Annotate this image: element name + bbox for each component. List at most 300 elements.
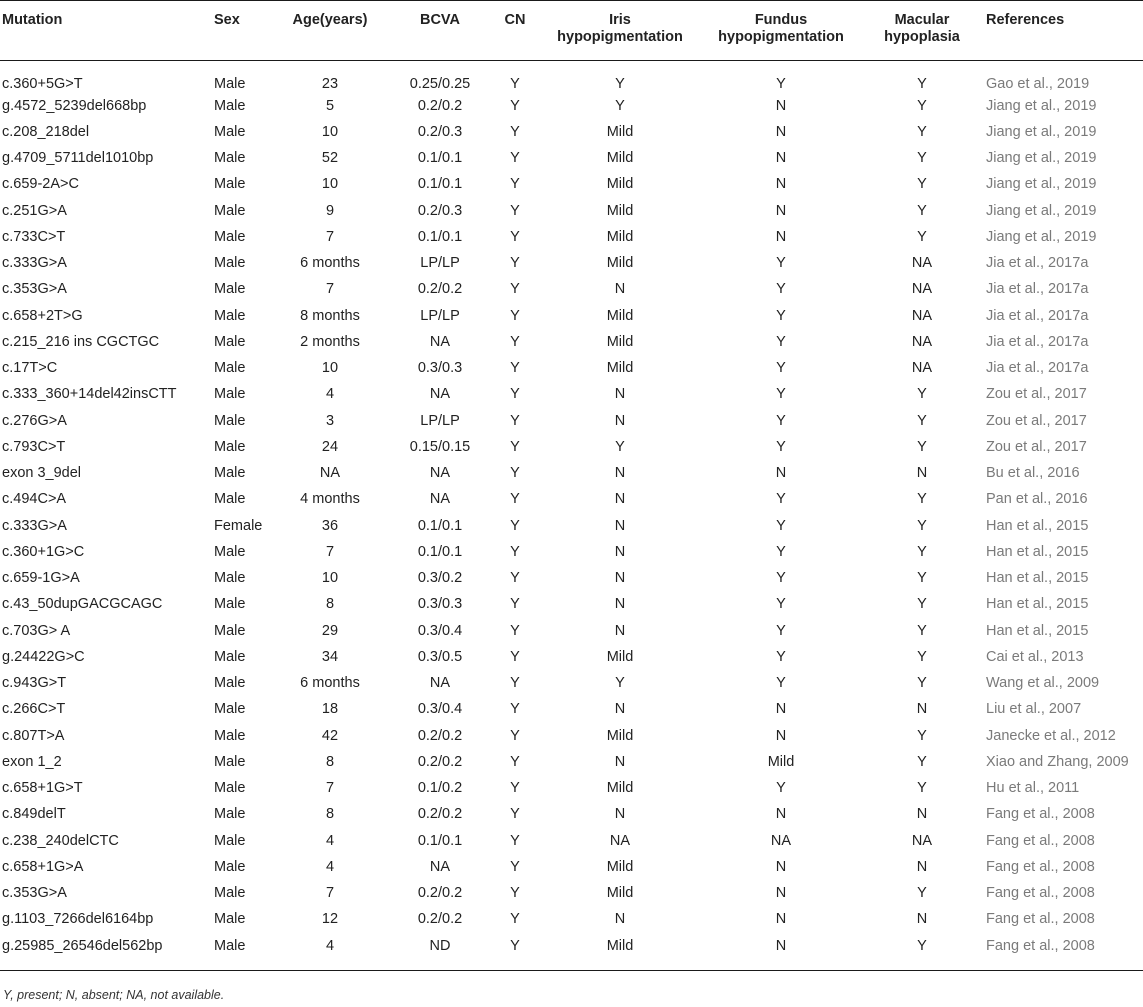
cell-sex: Male [214, 333, 246, 350]
cell-age: 36 [321, 517, 339, 534]
cell-mutation: g.1103_7266del6164bp [2, 911, 154, 928]
table-row [0, 696, 1143, 722]
cell-age: 7 [325, 885, 335, 902]
cell-macular: Y [917, 543, 927, 560]
cell-age: 7 [325, 281, 335, 298]
cell-bcva: 0.1/0.1 [417, 517, 463, 534]
cell-bcva: 0.2/0.3 [417, 202, 463, 219]
cell-bcva: 0.3/0.3 [417, 596, 463, 613]
cell-cn: Y [510, 412, 520, 429]
cell-macular: Y [917, 727, 927, 744]
cell-mutation: c.215_216 ins CGCTGC [2, 333, 160, 350]
table-footnote: Y, present; N, absent; NA, not available. [3, 988, 225, 1002]
cell-age: 7 [325, 780, 335, 797]
cell-cn: Y [510, 596, 520, 613]
cell-fundus: NA [770, 832, 792, 849]
cell-iris: Mild [606, 727, 634, 744]
cell-age: 4 [325, 858, 335, 875]
cell-iris: Mild [606, 648, 634, 665]
cell-age: 4 months [300, 491, 360, 508]
cell-sex: Male [214, 228, 246, 245]
cell-sex: Male [214, 806, 246, 823]
cell-mutation: g.4709_5711del1010bp [2, 150, 154, 167]
cell-fundus: Y [776, 517, 786, 534]
cell-reference: Fang et al., 2008 [986, 806, 1095, 823]
cell-reference: Jia et al., 2017a [986, 255, 1089, 272]
cell-mutation: c.333G>A [2, 517, 67, 534]
cell-iris: N [614, 806, 626, 823]
cell-bcva: 0.1/0.1 [417, 176, 463, 193]
cell-macular: NA [911, 832, 933, 849]
cell-mutation: c.793C>T [2, 438, 66, 455]
cell-cn: Y [510, 255, 520, 272]
cell-cn: Y [510, 97, 520, 114]
cell-fundus: N [775, 202, 787, 219]
cell-macular: Y [917, 491, 927, 508]
cell-mutation: c.807T>A [2, 727, 65, 744]
cell-macular: N [916, 806, 928, 823]
cell-iris: Mild [606, 307, 634, 324]
cell-fundus: Y [776, 648, 786, 665]
cell-iris: N [614, 517, 626, 534]
cell-mutation: g.4572_5239del668bp [2, 97, 147, 114]
cell-fundus: N [775, 97, 787, 114]
cell-reference: Jiang et al., 2019 [986, 176, 1097, 193]
cell-fundus: Y [776, 675, 786, 692]
cell-sex: Male [214, 150, 246, 167]
cell-reference: Jia et al., 2017a [986, 333, 1089, 350]
cell-sex: Male [214, 97, 246, 114]
cell-bcva: NA [429, 333, 451, 350]
cell-fundus: N [775, 858, 787, 875]
cell-mutation: c.333G>A [2, 255, 67, 272]
cell-cn: Y [510, 360, 520, 377]
cell-macular: Y [917, 438, 927, 455]
cell-macular: NA [911, 281, 933, 298]
cell-bcva: 0.3/0.4 [417, 622, 463, 639]
cell-reference: Han et al., 2015 [986, 570, 1089, 587]
cell-cn: Y [510, 386, 520, 403]
table-row [0, 828, 1143, 854]
cell-iris: Mild [606, 123, 634, 140]
cell-reference: Han et al., 2015 [986, 596, 1089, 613]
cell-macular: Y [917, 386, 927, 403]
cell-bcva: 0.3/0.4 [417, 701, 463, 718]
cell-sex: Male [214, 202, 246, 219]
cell-reference: Xiao and Zhang, 2009 [986, 753, 1129, 770]
cell-age: 5 [325, 97, 335, 114]
cell-fundus: N [775, 150, 787, 167]
cell-mutation: c.658+1G>A [2, 858, 84, 875]
header-fundus-line1: Fundus [754, 12, 808, 28]
cell-bcva: 0.1/0.1 [417, 150, 463, 167]
cell-bcva: 0.2/0.2 [417, 281, 463, 298]
cell-fundus: Y [776, 596, 786, 613]
cell-sex: Male [214, 727, 246, 744]
table-header [0, 0, 1143, 60]
header-age: Age(years) [292, 12, 368, 28]
cell-reference: Jiang et al., 2019 [986, 123, 1097, 140]
cell-cn: Y [510, 176, 520, 193]
cell-fundus: N [775, 123, 787, 140]
table-row [0, 749, 1143, 775]
cell-iris: N [614, 543, 626, 560]
cell-mutation: c.266C>T [2, 701, 66, 718]
cell-reference: Fang et al., 2008 [986, 858, 1095, 875]
cell-sex: Male [214, 360, 246, 377]
cell-cn: Y [510, 885, 520, 902]
cell-macular: Y [917, 648, 927, 665]
table-row [0, 906, 1143, 932]
cell-cn: Y [510, 517, 520, 534]
cell-sex: Female [214, 517, 263, 534]
cell-age: 4 [325, 937, 335, 954]
header-sex: Sex [214, 12, 240, 28]
cell-sex: Male [214, 675, 246, 692]
cell-sex: Male [214, 858, 246, 875]
cell-sex: Male [214, 412, 246, 429]
cell-macular: Y [917, 780, 927, 797]
cell-sex: Male [214, 780, 246, 797]
cell-macular: Y [917, 123, 927, 140]
cell-reference: Fang et al., 2008 [986, 832, 1095, 849]
cell-iris: N [614, 622, 626, 639]
header-macular-hypoplasia [862, 0, 982, 60]
cell-fundus: N [775, 228, 787, 245]
cell-sex: Male [214, 307, 246, 324]
cell-mutation: c.251G>A [2, 202, 67, 219]
cell-sex: Male [214, 622, 246, 639]
cell-cn: Y [510, 202, 520, 219]
cell-cn: Y [510, 491, 520, 508]
cell-age: 6 months [300, 675, 360, 692]
header-cn: CN [504, 12, 526, 28]
cell-fundus: N [775, 937, 787, 954]
cell-iris: N [614, 491, 626, 508]
cell-iris: Mild [606, 176, 634, 193]
cell-cn: Y [510, 675, 520, 692]
cell-iris: Mild [606, 885, 634, 902]
cell-iris: Y [615, 75, 625, 92]
cell-iris: Mild [606, 858, 634, 875]
table-row [0, 355, 1143, 381]
cell-iris: N [614, 753, 626, 770]
cell-age: 4 [325, 386, 335, 403]
cell-sex: Male [214, 465, 246, 482]
cell-sex: Male [214, 176, 246, 193]
cell-fundus: Y [776, 412, 786, 429]
cell-bcva: 0.2/0.2 [417, 753, 463, 770]
cell-sex: Male [214, 75, 246, 92]
cell-bcva: NA [429, 386, 451, 403]
cell-reference: Jiang et al., 2019 [986, 202, 1097, 219]
cell-cn: Y [510, 832, 520, 849]
table-row [0, 513, 1143, 539]
cell-bcva: 0.15/0.15 [409, 438, 471, 455]
cell-fundus: N [775, 701, 787, 718]
cell-bcva: NA [429, 491, 451, 508]
cell-iris: N [614, 596, 626, 613]
header-macular-line1: Macular [894, 12, 950, 28]
cell-cn: Y [510, 228, 520, 245]
cell-reference: Han et al., 2015 [986, 543, 1089, 560]
cell-sex: Male [214, 753, 246, 770]
cell-age: 34 [321, 648, 339, 665]
cell-iris: Y [615, 438, 625, 455]
cell-age: 9 [325, 202, 335, 219]
cell-age: 24 [321, 438, 339, 455]
cell-mutation: g.24422G>C [2, 648, 85, 665]
cell-iris: Mild [606, 333, 634, 350]
cell-age: 52 [321, 150, 339, 167]
cell-age: 2 months [300, 333, 360, 350]
cell-sex: Male [214, 438, 246, 455]
cell-age: 42 [321, 727, 339, 744]
cell-mutation: c.43_50dupGACGCAGC [2, 596, 163, 613]
cell-mutation: c.703G> A [2, 622, 71, 639]
cell-reference: Jia et al., 2017a [986, 360, 1089, 377]
cell-cn: Y [510, 281, 520, 298]
cell-cn: Y [510, 150, 520, 167]
cell-reference: Jiang et al., 2019 [986, 228, 1097, 245]
cell-fundus: Y [776, 780, 786, 797]
cell-cn: Y [510, 438, 520, 455]
cell-iris: N [614, 281, 626, 298]
cell-macular: Y [917, 622, 927, 639]
table-row [0, 303, 1143, 329]
cell-bcva: 0.1/0.1 [417, 832, 463, 849]
cell-mutation: c.353G>A [2, 281, 67, 298]
cell-age: 23 [321, 75, 339, 92]
cell-iris: Mild [606, 150, 634, 167]
cell-reference: Jiang et al., 2019 [986, 97, 1097, 114]
cell-fundus: Y [776, 491, 786, 508]
cell-reference: Wang et al., 2009 [986, 675, 1100, 692]
cell-cn: Y [510, 780, 520, 797]
cell-mutation: c.208_218del [2, 123, 90, 140]
header-row [0, 0, 1143, 60]
cell-macular: Y [917, 176, 927, 193]
cell-fundus: N [775, 727, 787, 744]
cell-cn: Y [510, 858, 520, 875]
cell-iris: Y [615, 675, 625, 692]
table-row [0, 434, 1143, 460]
cell-reference: Gao et al., 2019 [986, 75, 1090, 92]
cell-macular: N [916, 858, 928, 875]
table-row [0, 171, 1143, 197]
cell-age: 8 [325, 753, 335, 770]
cell-sex: Male [214, 885, 246, 902]
table-row [0, 933, 1143, 959]
cell-macular: Y [917, 885, 927, 902]
header-iris-line2: hypopigmentation [557, 29, 683, 45]
table-row [0, 224, 1143, 250]
table-row [0, 93, 1143, 119]
table-row [0, 486, 1143, 512]
cell-sex: Male [214, 386, 246, 403]
table-row [0, 460, 1143, 486]
cell-mutation: c.658+2T>G [2, 307, 83, 324]
cell-age: 6 months [300, 255, 360, 272]
cell-iris: N [614, 386, 626, 403]
cell-bcva: LP/LP [420, 412, 460, 429]
cell-fundus: Y [776, 307, 786, 324]
cell-iris: Mild [606, 937, 634, 954]
header-iris-hypopigmentation [540, 0, 700, 60]
cell-fundus: Y [776, 543, 786, 560]
cell-sex: Male [214, 832, 246, 849]
cell-fundus: N [775, 176, 787, 193]
cell-bcva: NA [429, 675, 451, 692]
cell-macular: Y [917, 570, 927, 587]
cell-reference: Fang et al., 2008 [986, 937, 1095, 954]
cell-reference: Fang et al., 2008 [986, 885, 1095, 902]
header-bcva: BCVA [419, 12, 460, 28]
cell-fundus: Y [776, 75, 786, 92]
cell-mutation: c.494C>A [2, 491, 67, 508]
cell-macular: Y [917, 753, 927, 770]
cell-mutation: c.943G>T [2, 675, 67, 692]
cell-macular: Y [917, 228, 927, 245]
cell-fundus: N [775, 465, 787, 482]
cell-fundus: Y [776, 255, 786, 272]
cell-macular: Y [917, 97, 927, 114]
cell-mutation: c.17T>C [2, 360, 58, 377]
cell-age: 10 [321, 360, 339, 377]
cell-age: 4 [325, 832, 335, 849]
table-row [0, 565, 1143, 591]
header-fundus-line2: hypopigmentation [718, 29, 844, 45]
cell-iris: Mild [606, 202, 634, 219]
cell-age: 8 [325, 596, 335, 613]
cell-sex: Male [214, 281, 246, 298]
cell-bcva: 0.2/0.2 [417, 911, 463, 928]
cell-bcva: 0.2/0.2 [417, 885, 463, 902]
header-fundus-hypopigmentation [700, 0, 862, 60]
cell-age: 3 [325, 412, 335, 429]
cell-macular: NA [911, 333, 933, 350]
table-row [0, 329, 1143, 355]
cell-mutation: c.333_360+14del42insCTT [2, 386, 177, 403]
cell-age: 10 [321, 123, 339, 140]
cell-mutation: c.276G>A [2, 412, 67, 429]
cell-reference: Janecke et al., 2012 [986, 727, 1116, 744]
cell-cn: Y [510, 75, 520, 92]
cell-age: 10 [321, 176, 339, 193]
cell-mutation: c.360+1G>C [2, 543, 85, 560]
cell-iris: Mild [606, 360, 634, 377]
cell-sex: Male [214, 596, 246, 613]
cell-cn: Y [510, 701, 520, 718]
cell-cn: Y [510, 937, 520, 954]
cell-macular: NA [911, 307, 933, 324]
cell-macular: Y [917, 202, 927, 219]
cell-age: 8 months [300, 307, 360, 324]
cell-iris: N [614, 911, 626, 928]
table-row [0, 618, 1143, 644]
cell-age: 29 [321, 622, 339, 639]
cell-reference: Jiang et al., 2019 [986, 150, 1097, 167]
cell-reference: Fang et al., 2008 [986, 911, 1095, 928]
cell-fundus: N [775, 806, 787, 823]
cell-bcva: 0.2/0.2 [417, 97, 463, 114]
table-row [0, 775, 1143, 801]
cell-age: 10 [321, 570, 339, 587]
cell-fundus: Y [776, 333, 786, 350]
cell-bcva: NA [429, 858, 451, 875]
table-row [0, 250, 1143, 276]
cell-bcva: LP/LP [420, 255, 460, 272]
table-row [0, 408, 1143, 434]
cell-macular: N [916, 465, 928, 482]
cell-macular: NA [911, 360, 933, 377]
cell-sex: Male [214, 937, 246, 954]
cell-mutation: exon 3_9del [2, 465, 82, 482]
cell-fundus: Mild [767, 753, 795, 770]
cell-fundus: N [775, 885, 787, 902]
cell-iris: N [614, 570, 626, 587]
cell-cn: Y [510, 648, 520, 665]
cell-bcva: LP/LP [420, 307, 460, 324]
cell-age: 7 [325, 228, 335, 245]
cell-fundus: Y [776, 281, 786, 298]
cell-iris: N [614, 701, 626, 718]
table-row [0, 644, 1143, 670]
cell-sex: Male [214, 543, 246, 560]
table-row [0, 381, 1143, 407]
cell-macular: Y [917, 596, 927, 613]
cell-sex: Male [214, 123, 246, 140]
table-body [0, 60, 1143, 959]
cell-sex: Male [214, 570, 246, 587]
cell-reference: Liu et al., 2007 [986, 701, 1082, 718]
cell-macular: Y [917, 937, 927, 954]
table-row [0, 723, 1143, 749]
cell-fundus: N [775, 911, 787, 928]
cell-cn: Y [510, 753, 520, 770]
cell-reference: Han et al., 2015 [986, 622, 1089, 639]
cell-cn: Y [510, 727, 520, 744]
cell-sex: Male [214, 701, 246, 718]
table-row [0, 670, 1143, 696]
cell-macular: N [916, 701, 928, 718]
table-bottom-rule [0, 970, 1143, 971]
header-iris-line1: Iris [609, 12, 631, 28]
table-row [0, 801, 1143, 827]
cell-bcva: 0.3/0.5 [417, 648, 463, 665]
cell-bcva: 0.2/0.3 [417, 123, 463, 140]
cell-mutation: c.849delT [2, 806, 66, 823]
cell-reference: Zou et al., 2017 [986, 438, 1087, 455]
cell-mutation: c.733C>T [2, 228, 66, 245]
cell-cn: Y [510, 543, 520, 560]
cell-age: 18 [321, 701, 339, 718]
cell-cn: Y [510, 307, 520, 324]
cell-cn: Y [510, 123, 520, 140]
cell-sex: Male [214, 491, 246, 508]
cell-reference: Jia et al., 2017a [986, 307, 1089, 324]
cell-macular: Y [917, 150, 927, 167]
cell-sex: Male [214, 255, 246, 272]
cell-mutation: c.353G>A [2, 885, 67, 902]
header-mutation: Mutation [2, 12, 63, 28]
cell-iris: NA [609, 832, 631, 849]
table-row [0, 119, 1143, 145]
cell-mutation: c.238_240delCTC [2, 832, 119, 849]
cell-reference: Zou et al., 2017 [986, 386, 1087, 403]
header-macular-line2: hypoplasia [884, 29, 960, 45]
cell-bcva: NA [429, 465, 451, 482]
